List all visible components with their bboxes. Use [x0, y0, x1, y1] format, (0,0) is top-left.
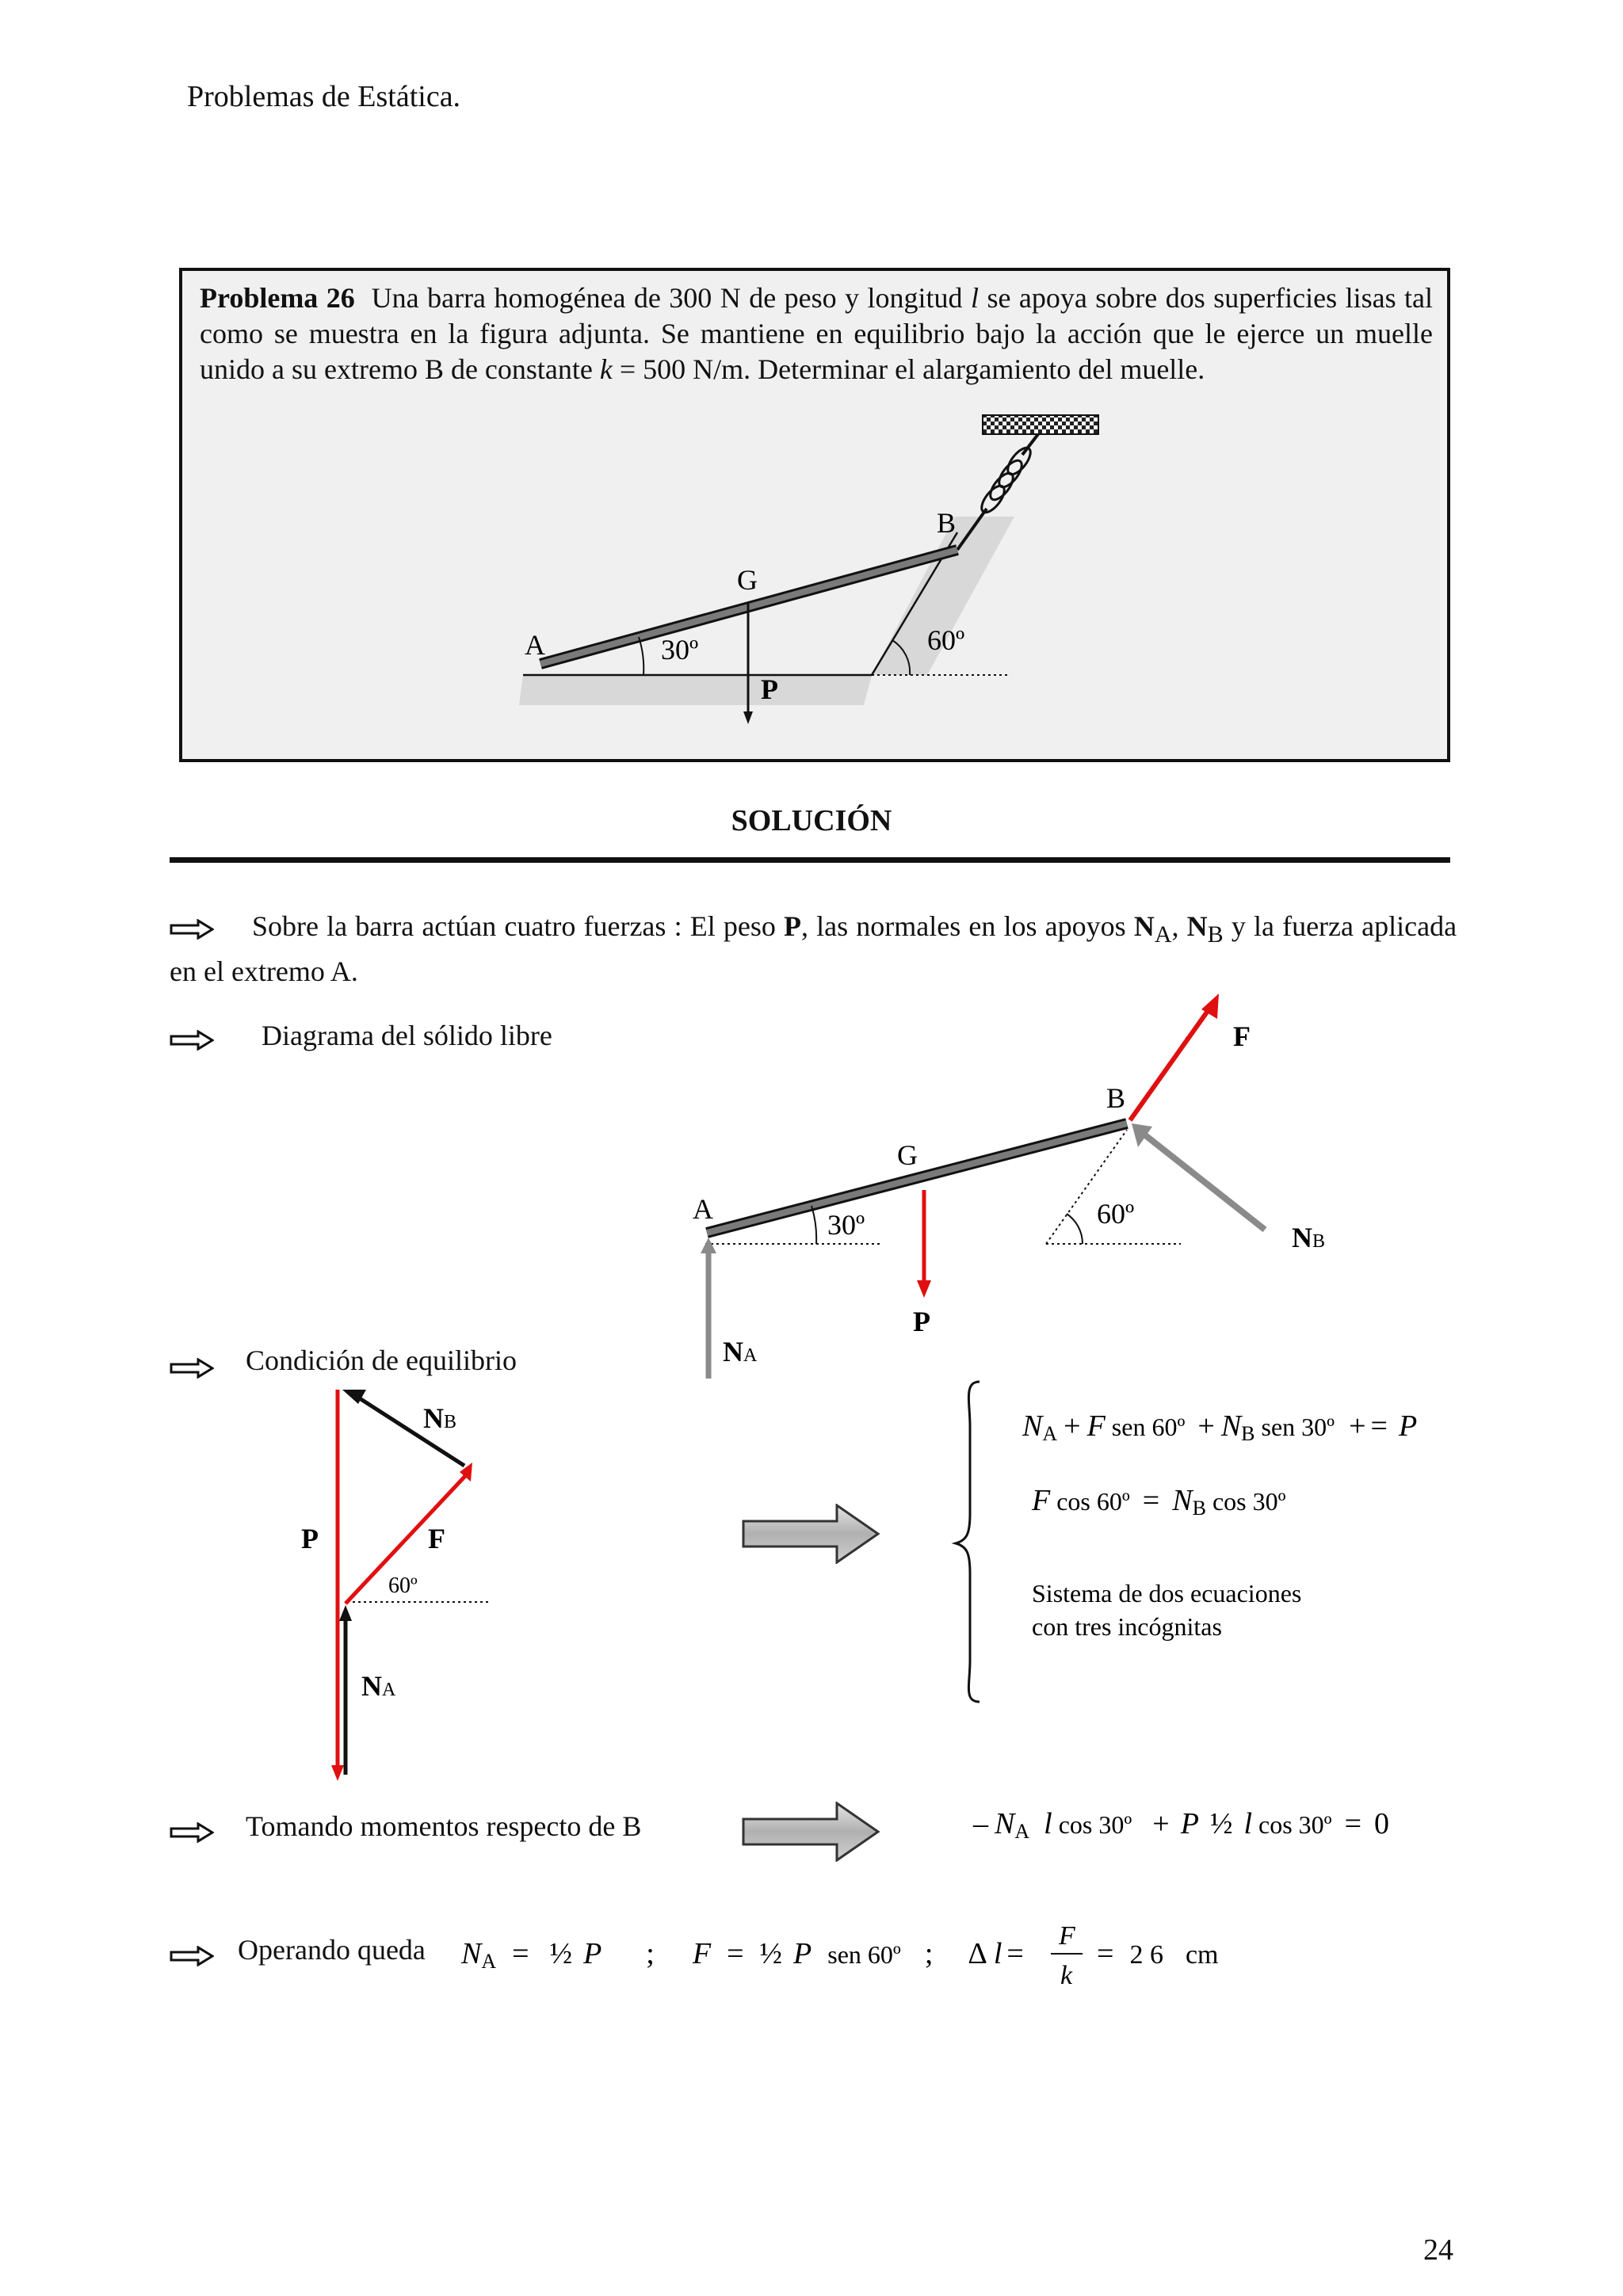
polygon-label-NB: NB: [423, 1402, 457, 1434]
label-B: B: [937, 507, 957, 539]
angle-arc-bar: [639, 637, 643, 675]
angle-label-bar: 30º: [661, 634, 699, 666]
length-symbol: l: [970, 282, 979, 314]
intro-NB-sub: B: [1207, 921, 1224, 948]
problem-text-2: se apoya sobre dos superficies lisas tal como se muestra en la figura adjunta. Se mantiene en equilibrio bajo la acción que le ejerce un muelle unido a su extremo B de constante: [200, 282, 1434, 385]
svg-text:–NAlcos 30º+P½lcos 30º=0: – NA l cos 30º + P ½ l cos 30º = 0: [973, 1807, 1390, 1843]
problem-label: Problema 26: [200, 282, 355, 314]
right-arrow-icon: [170, 1030, 214, 1051]
intro-text-1: Sobre la barra actúan cuatro fuerzas : El peso: [252, 910, 776, 942]
spring-constant-symbol: k: [599, 353, 613, 385]
problem-figure: [182, 271, 1453, 765]
implies-arrow-icon: [742, 1504, 881, 1564]
equation-system: [951, 1379, 1585, 1711]
fbd-label: Diagrama del sólido libre: [262, 1020, 552, 1051]
intro-comma: ,: [1171, 910, 1179, 942]
fbd-angle-bar: 30º: [827, 1209, 865, 1241]
fbd-angle-arc-bar: [812, 1206, 816, 1244]
angle-label-wall: 60º: [927, 624, 965, 656]
ground-surface: [519, 675, 872, 705]
fbd-label-F: F: [1233, 1020, 1251, 1052]
right-arrow-icon: [170, 919, 214, 940]
intro-text-2: , las normales en los apoyos: [801, 910, 1126, 942]
result-equation: [455, 1909, 1327, 1997]
fbd-F-vector: [1130, 1011, 1208, 1120]
polygon-angle: 60º: [388, 1573, 418, 1598]
intro-NA-sub: A: [1154, 921, 1172, 948]
fbd-label-NB: NB: [1292, 1222, 1326, 1253]
polygon-P-arrowhead: [331, 1765, 344, 1781]
polygon-NA-arrowhead: [339, 1605, 352, 1621]
ceiling-support: [983, 415, 1098, 434]
left-brace: [956, 1382, 980, 1702]
fbd-P-arrowhead: [917, 1280, 931, 1298]
polygon-label-NA: NA: [361, 1670, 396, 1702]
moments-label: Tomando momentos respecto de B: [246, 1810, 642, 1842]
problem-box: [179, 268, 1450, 762]
solution-title: SOLUCIÓN: [731, 804, 892, 837]
fbd-label-G: G: [897, 1139, 918, 1171]
running-header: Problemas de Estática.: [187, 80, 461, 113]
force-polygon: [285, 1379, 523, 1791]
right-arrow-icon: [170, 1822, 214, 1843]
fraction-denominator: k: [1060, 1961, 1073, 1990]
intro-P: P: [784, 910, 801, 942]
right-arrow-icon: [170, 1946, 214, 1966]
implies-arrow-icon: [742, 1802, 881, 1862]
svg-text:=2 6cm: = 2 6 cm: [1097, 1937, 1219, 1970]
intro-NB: N: [1186, 910, 1208, 942]
polygon-label-P: P: [301, 1523, 319, 1554]
equilibrium-label: Condición de equilibrio: [246, 1344, 517, 1376]
fbd-angle-arc-B: [1067, 1214, 1083, 1244]
fbd-label-A: A: [693, 1193, 713, 1225]
label-P: P: [761, 673, 778, 705]
polygon-label-F: F: [428, 1523, 445, 1554]
page-number: 24: [1423, 2233, 1453, 2267]
fbd-label-B: B: [1106, 1082, 1126, 1114]
system-note-1: Sistema de dos ecuaciones: [1032, 1579, 1302, 1608]
result-label: Operando queda: [238, 1934, 426, 1966]
problem-text-3: = 500 N/m. Determinar el alargamiento del muelle.: [619, 353, 1205, 385]
solution-intro: [170, 908, 1457, 990]
spring-coil: [978, 444, 1035, 517]
label-A: A: [525, 629, 545, 661]
weight-arrowhead: [743, 711, 753, 724]
fbd-angle-B: 60º: [1097, 1198, 1135, 1230]
moments-equation: [967, 1798, 1458, 1846]
fbd-NA-arrowhead: [701, 1238, 716, 1253]
equation-1: NA + F sen 60º + NB sen 30º + = P: [1022, 1409, 1418, 1445]
label-G: G: [737, 564, 758, 596]
system-note-2: con tres incógnitas: [1032, 1612, 1222, 1641]
intro-text-3: y la fuerza aplicada en el extremo A.: [170, 910, 1457, 988]
fraction-numerator: F: [1059, 1921, 1075, 1951]
problem-text-1: Una barra homogénea de 300 N de peso y longitud: [371, 282, 963, 314]
fbd-NB-vector: [1144, 1135, 1265, 1230]
svg-text:NA=½P;F=½Psen 60º;Δl=: NA = ½ P ; F = ½ P sen 60º ; Δ l =: [461, 1937, 1024, 1973]
free-body-diagram: [682, 982, 1363, 1394]
intro-NA: N: [1133, 910, 1155, 942]
fbd-label-P: P: [913, 1306, 930, 1337]
fbd-label-NA: NA: [723, 1336, 758, 1367]
right-arrow-icon: [170, 1358, 214, 1379]
solution-divider: [170, 857, 1450, 863]
equation-2: F cos 60º = NB cos 30º: [1032, 1484, 1286, 1520]
